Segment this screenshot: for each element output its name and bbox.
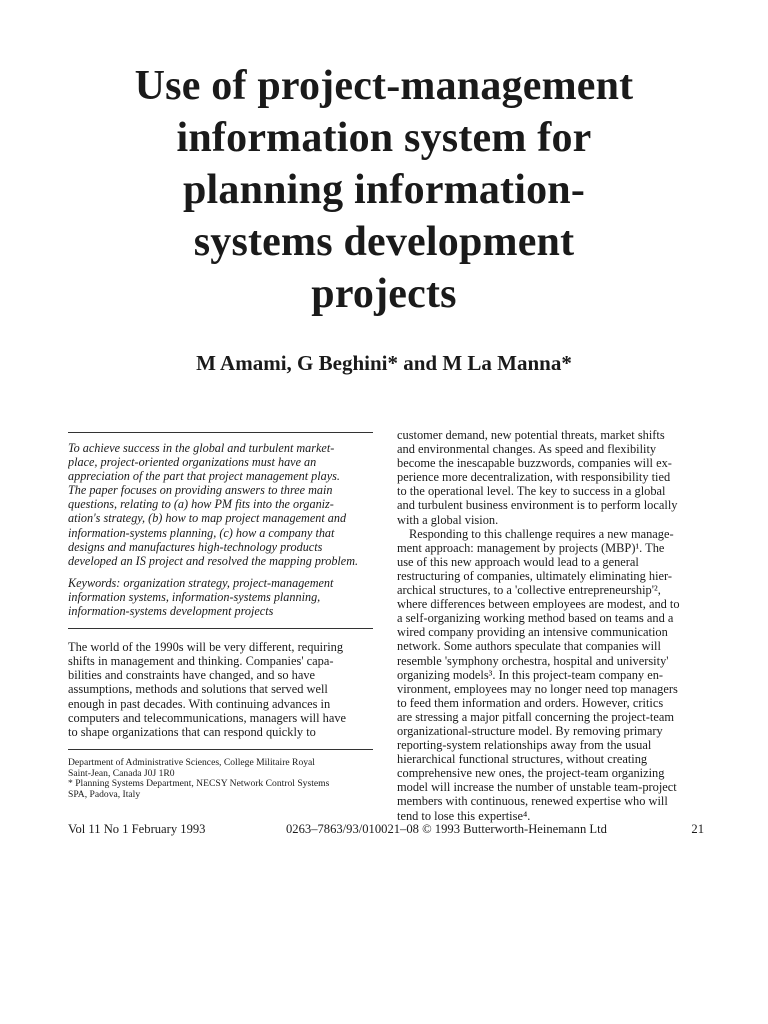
body-line: comprehensive new ones, the project-team organizing	[397, 766, 665, 781]
body-line: with a global vision.	[397, 512, 499, 527]
affiliations	[68, 758, 373, 801]
body-line: network. Some authors speculate that companies will	[397, 639, 661, 654]
body-line: use of this new approach would lead to a general	[397, 554, 639, 569]
intro-line: The world of the 1990s will be very different, requiring	[68, 640, 344, 655]
keywords-line: information systems, information-systems planning,	[68, 589, 321, 604]
journal-issue: Vol 11 No 1 February 1993	[68, 822, 206, 836]
keywords-line	[68, 576, 373, 590]
abstract-line: designs and manufactures high-technology products	[68, 539, 323, 554]
body-line: and environmental changes. As speed and flexibility	[397, 442, 657, 457]
body-line: members with continuous, renewed expertise who will	[397, 794, 668, 809]
body-line: restructuring of companies, ultimately eliminating hier-	[397, 568, 673, 583]
body-line: a self-organizing working method based on teams and a	[397, 611, 674, 626]
body-line: ment approach: management by projects (MBP)¹. The	[397, 540, 665, 555]
keywords	[68, 576, 373, 618]
body-line: to feed them information and orders. However, critics	[397, 695, 664, 710]
title-line: planning information-	[182, 167, 586, 213]
abstract-line: developed an IS project and resolved the mapping problem.	[68, 553, 359, 568]
keywords-text: organization strategy, project-management	[120, 575, 334, 590]
body-line: become the inescapable buzzwords, companies will ex-	[397, 456, 672, 471]
abstract-line: information-systems planning, (c) how a company that	[68, 525, 335, 540]
article-title	[60, 60, 708, 320]
right-column	[397, 428, 703, 823]
body-line: reporting-system relationships away from the usual	[397, 738, 652, 753]
page-number: 21	[691, 822, 704, 836]
body-line: wired company providing an intensive communication	[397, 625, 668, 640]
body-line: organizing models³. In this project-team company en-	[397, 667, 664, 682]
issn-copyright: 0263–7863/93/010021–08 © 1993 Butterworth-Heinemann Ltd	[286, 822, 607, 836]
abstract-line: The paper focuses on providing answers to three main	[68, 483, 333, 498]
article-authors: M Amami, G Beghini* and M La Manna*	[196, 351, 572, 375]
body-line: Responding to this challenge requires a new manage-	[409, 526, 674, 541]
abstract	[68, 441, 373, 568]
abstract-line: ation's strategy, (b) how to map project management and	[68, 511, 347, 526]
affiliation-line: * Planning Systems Department, NECSY Network Control Systems	[68, 779, 330, 790]
body-line: archical structures, to a 'collective entrepreneurship'²,	[397, 583, 661, 598]
left-column	[68, 432, 373, 801]
affiliation-line: Department of Administrative Sciences, College Militaire Royal	[68, 757, 315, 768]
title-line: Use of project-management	[134, 63, 634, 109]
body-line: vironment, employees may no longer need top managers	[397, 681, 678, 696]
body-line: customer demand, new potential threats, market shifts	[397, 428, 665, 442]
affiliation-line: SPA, Padova, Italy	[68, 790, 141, 801]
body-line: to the operational level. The key to success in a global	[397, 484, 666, 499]
body-line: perience more decentralization, with responsibility tied	[397, 470, 671, 485]
abstract-top-rule	[68, 432, 373, 433]
body-line: hierarchical functional structures, without creating	[397, 752, 648, 767]
intro-line: computers and telecommunications, managers will have	[68, 710, 347, 725]
body-line: model will increase the number of unstable team-project	[397, 780, 677, 795]
affiliation-line: Saint-Jean, Canada J0J 1R0	[68, 768, 175, 779]
title-line: information system for	[176, 115, 592, 161]
keywords-label: Keywords:	[68, 575, 121, 590]
title-line: projects	[311, 271, 457, 317]
abstract-line: To achieve success in the global and turbulent market-	[68, 441, 335, 455]
body-line: tend to lose this expertise⁴.	[397, 808, 531, 823]
intro-line: bilities and constraints have changed, and so have	[68, 668, 316, 683]
title-line: systems development	[193, 219, 575, 265]
abstract-line: appreciation of the part that project management plays.	[68, 469, 340, 484]
body-line: are stressing a major pitfall concerning the project-team	[397, 709, 674, 724]
intro-paragraph	[68, 640, 373, 739]
intro-line: shifts in management and thinking. Companies' capa-	[68, 654, 334, 669]
intro-line: enough in past decades. With continuing advances in	[68, 696, 331, 711]
abstract-line: place, project-oriented organizations must have an	[68, 455, 317, 470]
intro-line: to shape organizations that can respond quickly to	[68, 724, 316, 739]
body-line: resemble 'symphony orchestra, hospital and university'	[397, 653, 669, 668]
affiliation-rule	[68, 749, 373, 750]
body-paragraph-1	[397, 428, 703, 527]
body-paragraph-2	[397, 527, 703, 823]
abstract-bottom-rule	[68, 628, 373, 629]
body-line: organizational-structure model. By removing primary	[397, 723, 663, 738]
intro-line: assumptions, methods and solutions that served well	[68, 682, 328, 697]
body-line: where differences between employees are modest, and to	[397, 597, 680, 612]
keywords-line: information-systems development projects	[68, 604, 274, 619]
body-line: and turbulent business environment is to perform locally	[397, 498, 678, 513]
abstract-line: questions, relating to (a) how PM fits into the organiz-	[68, 497, 334, 512]
